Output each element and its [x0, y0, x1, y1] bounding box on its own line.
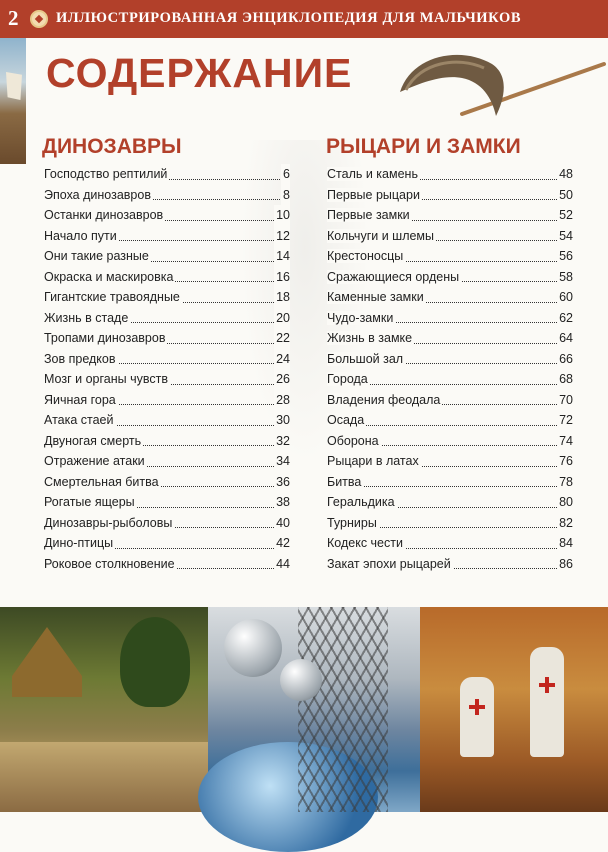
- toc-item[interactable]: Каменные замки 60: [327, 287, 573, 308]
- toc-item[interactable]: Роковое столкновение 44: [44, 554, 290, 575]
- page-number: 2: [8, 6, 19, 30]
- toc-item[interactable]: Рогатые ящеры 38: [44, 492, 290, 513]
- toc-item[interactable]: Господство рептилий 6: [44, 164, 290, 185]
- toc-item[interactable]: Кольчуги и шлемы 54: [327, 226, 573, 247]
- toc-item[interactable]: Окраска и маскировка 16: [44, 267, 290, 288]
- toc-item[interactable]: Яичная гора 28: [44, 390, 290, 411]
- toc-item[interactable]: Крестоносцы 56: [327, 246, 573, 267]
- toc-item[interactable]: Дино-птицы 42: [44, 533, 290, 554]
- emblem-icon: [30, 10, 48, 28]
- toc-item[interactable]: Эпоха динозавров 8: [44, 185, 290, 206]
- toc-item[interactable]: Города 68: [327, 369, 573, 390]
- toc-item[interactable]: Жизнь в замке 64: [327, 328, 573, 349]
- toc-item[interactable]: Гигантские травоядные 18: [44, 287, 290, 308]
- section-heading-knights: РЫЦАРИ И ЗАМКИ: [326, 135, 521, 158]
- toc-item[interactable]: Динозавры-рыболовы 40: [44, 513, 290, 534]
- toc-item[interactable]: Чудо-замки 62: [327, 308, 573, 329]
- village-photo: [0, 607, 208, 812]
- toc-item[interactable]: Сталь и камень 48: [327, 164, 573, 185]
- space-station-photo: [208, 607, 420, 812]
- toc-item[interactable]: Осада 72: [327, 410, 573, 431]
- dinosaur-claw-icon: [392, 44, 608, 124]
- toc-item[interactable]: Рыцари в латах 76: [327, 451, 573, 472]
- toc-item[interactable]: Двуногая смерть 32: [44, 431, 290, 452]
- toc-item[interactable]: Оборона 74: [327, 431, 573, 452]
- toc-item[interactable]: Владения феодала 70: [327, 390, 573, 411]
- photo-strip: [0, 607, 608, 812]
- toc-list-dinosaurs: [44, 164, 290, 574]
- toc-item[interactable]: Смертельная битва 36: [44, 472, 290, 493]
- section-heading-dinosaurs: ДИНОЗАВРЫ: [42, 135, 182, 158]
- toc-item[interactable]: Мозг и органы чувств 26: [44, 369, 290, 390]
- toc-item[interactable]: Тропами динозавров 22: [44, 328, 290, 349]
- toc-item[interactable]: Первые замки 52: [327, 205, 573, 226]
- toc-item[interactable]: Атака стаей 30: [44, 410, 290, 431]
- toc-item[interactable]: Отражение атаки 34: [44, 451, 290, 472]
- ship-thumbnail: [0, 38, 26, 164]
- toc-item[interactable]: Начало пути 12: [44, 226, 290, 247]
- series-title: ИЛЛЮСТРИРОВАННАЯ ЭНЦИКЛОПЕДИЯ ДЛЯ МАЛЬЧИКОВ: [56, 10, 522, 26]
- toc-list-knights: [327, 164, 573, 574]
- toc-item[interactable]: Геральдика 80: [327, 492, 573, 513]
- crusaders-battle-photo: [420, 607, 608, 812]
- toc-item[interactable]: Останки динозавров 10: [44, 205, 290, 226]
- toc-item[interactable]: Сражающиеся ордены 58: [327, 267, 573, 288]
- toc-item[interactable]: Большой зал 66: [327, 349, 573, 370]
- toc-item[interactable]: Жизнь в стаде 20: [44, 308, 290, 329]
- toc-item[interactable]: Кодекс чести 84: [327, 533, 573, 554]
- toc-item[interactable]: Турниры 82: [327, 513, 573, 534]
- toc-item[interactable]: Они такие разные 14: [44, 246, 290, 267]
- toc-item[interactable]: Первые рыцари 50: [327, 185, 573, 206]
- toc-item[interactable]: Закат эпохи рыцарей 86: [327, 554, 573, 575]
- toc-item[interactable]: Битва 78: [327, 472, 573, 493]
- header-band: [0, 0, 608, 38]
- page-title: СОДЕРЖАНИЕ: [46, 50, 353, 96]
- toc-item[interactable]: Зов предков 24: [44, 349, 290, 370]
